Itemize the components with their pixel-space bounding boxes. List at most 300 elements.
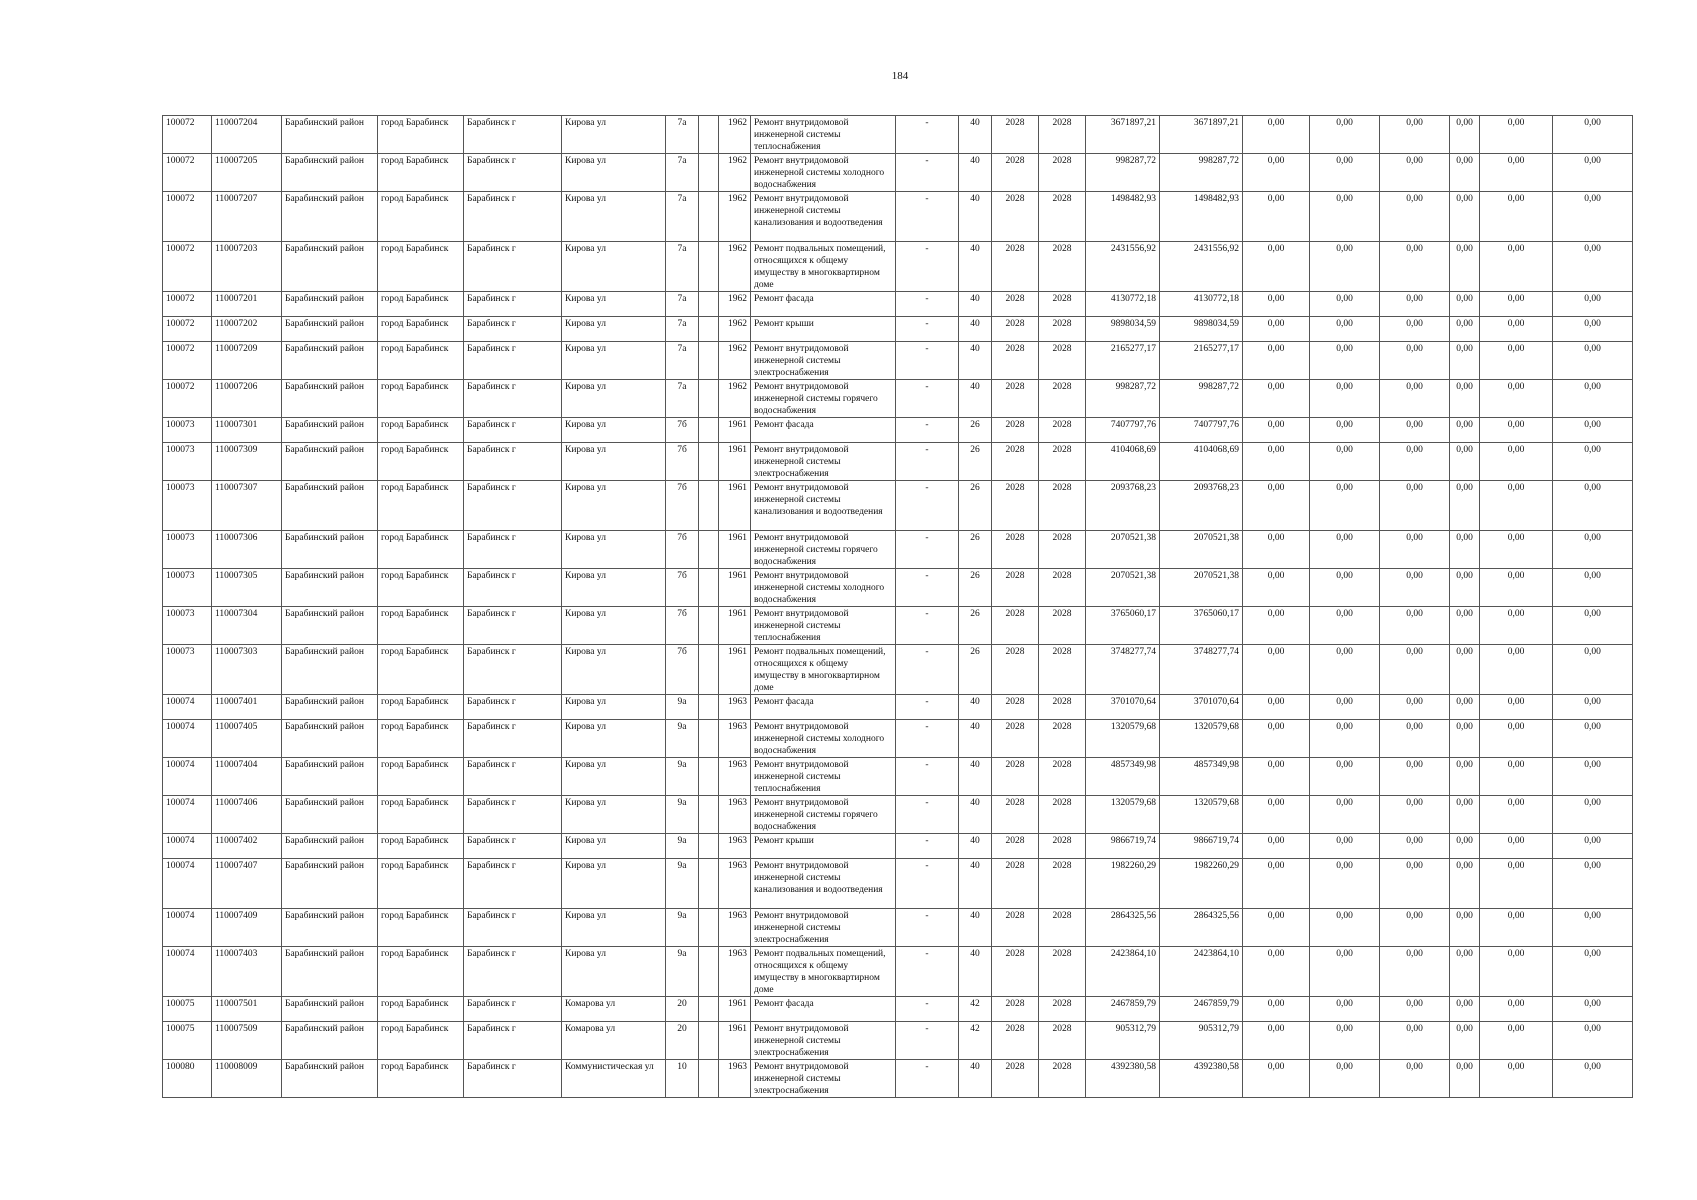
street-cell: Кирова ул [562,317,666,342]
street-cell: Кирова ул [562,481,666,531]
street-cell: Кирова ул [562,443,666,481]
cost-col-17-cell: 0,00 [1243,1060,1310,1098]
plan-year-start-cell: 2028 [992,859,1039,909]
plan-year-end-cell: 2028 [1039,380,1086,418]
district-cell: Барабинский район [282,1022,378,1060]
cost-fund-cell: 3701070,64 [1160,695,1243,720]
cost-col-19-cell: 0,00 [1380,947,1450,997]
cost-col-19-cell: 0,00 [1380,154,1450,192]
house-number-cell: 7б [666,569,699,607]
house-number-cell: 7а [666,342,699,380]
cost-col-21-cell: 0,00 [1480,154,1553,192]
cost-col-18-cell: 0,00 [1310,481,1380,531]
cost-col-18-cell: 0,00 [1310,418,1380,443]
cost-col-21-cell: 0,00 [1480,947,1553,997]
cost-fund-cell: 4130772,18 [1160,292,1243,317]
district-cell: Барабинский район [282,758,378,796]
cost-col-18-cell: 0,00 [1310,859,1380,909]
house-number-cell: 7а [666,154,699,192]
locality-cell: Барабинск г [464,1060,562,1098]
wear-percent-cell: 40 [959,317,992,342]
cost-col-17-cell: 0,00 [1243,481,1310,531]
plan-year-start-cell: 2028 [992,569,1039,607]
cost-col-19-cell: 0,00 [1380,859,1450,909]
year-built-cell: 1963 [719,947,751,997]
cost-col-17-cell: 0,00 [1243,859,1310,909]
house-id-cell: 100074 [163,859,212,909]
work-id-cell: 110007209 [212,342,282,380]
year-built-cell: 1962 [719,154,751,192]
letter-cell [699,342,719,380]
cost-total-cell: 2423864,10 [1086,947,1160,997]
locality-cell: Барабинск г [464,909,562,947]
house-id-cell: 100073 [163,481,212,531]
plan-year-end-cell: 2028 [1039,116,1086,154]
cost-col-22-cell: 0,00 [1553,859,1633,909]
table-row [163,859,1633,909]
cost-col-22-cell: 0,00 [1553,834,1633,859]
settlement-cell: город Барабинск [378,796,464,834]
letter-cell [699,997,719,1022]
wear-percent-cell: 40 [959,720,992,758]
locality-cell: Барабинск г [464,380,562,418]
house-number-cell: 9а [666,859,699,909]
locality-cell: Барабинск г [464,834,562,859]
dash-cell: - [896,317,959,342]
cost-col-20-cell: 0,00 [1450,418,1480,443]
table-row [163,116,1633,154]
street-cell: Кирова ул [562,645,666,695]
street-cell: Кирова ул [562,531,666,569]
year-built-cell: 1963 [719,859,751,909]
plan-year-start-cell: 2028 [992,116,1039,154]
plan-year-start-cell: 2028 [992,154,1039,192]
cost-total-cell: 4392380,58 [1086,1060,1160,1098]
cost-col-18-cell: 0,00 [1310,947,1380,997]
cost-fund-cell: 2093768,23 [1160,481,1243,531]
locality-cell: Барабинск г [464,443,562,481]
year-built-cell: 1961 [719,531,751,569]
locality-cell: Барабинск г [464,947,562,997]
cost-fund-cell: 3748277,74 [1160,645,1243,695]
work-id-cell: 110007509 [212,1022,282,1060]
locality-cell: Барабинск г [464,154,562,192]
table-row [163,242,1633,292]
page-number: 184 [891,70,909,82]
cost-col-17-cell: 0,00 [1243,242,1310,292]
cost-total-cell: 3765060,17 [1086,607,1160,645]
dash-cell: - [896,481,959,531]
house-id-cell: 100074 [163,909,212,947]
cost-col-18-cell: 0,00 [1310,796,1380,834]
work-type-cell: Ремонт внутридомовой инженерной системы канализования и водоотведения [751,481,896,531]
cost-col-22-cell: 0,00 [1553,481,1633,531]
dash-cell: - [896,292,959,317]
cost-col-18-cell: 0,00 [1310,380,1380,418]
cost-col-21-cell: 0,00 [1480,418,1553,443]
locality-cell: Барабинск г [464,317,562,342]
cost-fund-cell: 1982260,29 [1160,859,1243,909]
street-cell: Кирова ул [562,796,666,834]
house-number-cell: 9а [666,695,699,720]
cost-col-17-cell: 0,00 [1243,154,1310,192]
cost-col-21-cell: 0,00 [1480,859,1553,909]
cost-fund-cell: 4392380,58 [1160,1060,1243,1098]
cost-col-20-cell: 0,00 [1450,1022,1480,1060]
letter-cell [699,607,719,645]
cost-col-18-cell: 0,00 [1310,154,1380,192]
wear-percent-cell: 40 [959,192,992,242]
cost-col-18-cell: 0,00 [1310,242,1380,292]
dash-cell: - [896,1022,959,1060]
work-id-cell: 110007205 [212,154,282,192]
cost-col-19-cell: 0,00 [1380,317,1450,342]
cost-col-19-cell: 0,00 [1380,380,1450,418]
house-number-cell: 9а [666,947,699,997]
cost-total-cell: 998287,72 [1086,154,1160,192]
table-row [163,834,1633,859]
settlement-cell: город Барабинск [378,720,464,758]
plan-year-start-cell: 2028 [992,758,1039,796]
locality-cell: Барабинск г [464,481,562,531]
cost-col-19-cell: 0,00 [1380,531,1450,569]
cost-col-19-cell: 0,00 [1380,834,1450,859]
dash-cell: - [896,758,959,796]
district-cell: Барабинский район [282,317,378,342]
work-id-cell: 110007305 [212,569,282,607]
cost-total-cell: 1498482,93 [1086,192,1160,242]
work-id-cell: 110007306 [212,531,282,569]
letter-cell [699,116,719,154]
house-id-cell: 100074 [163,947,212,997]
street-cell: Кирова ул [562,947,666,997]
dash-cell: - [896,192,959,242]
cost-col-17-cell: 0,00 [1243,116,1310,154]
wear-percent-cell: 26 [959,645,992,695]
wear-percent-cell: 42 [959,997,992,1022]
street-cell: Кирова ул [562,834,666,859]
work-type-cell: Ремонт внутридомовой инженерной системы горячего водоснабжения [751,380,896,418]
cost-fund-cell: 998287,72 [1160,380,1243,418]
cost-col-22-cell: 0,00 [1553,947,1633,997]
wear-percent-cell: 40 [959,834,992,859]
cost-fund-cell: 9866719,74 [1160,834,1243,859]
letter-cell [699,443,719,481]
plan-year-end-cell: 2028 [1039,1060,1086,1098]
cost-col-22-cell: 0,00 [1553,531,1633,569]
work-type-cell: Ремонт внутридомовой инженерной системы горячего водоснабжения [751,796,896,834]
settlement-cell: город Барабинск [378,481,464,531]
year-built-cell: 1963 [719,720,751,758]
cost-col-21-cell: 0,00 [1480,997,1553,1022]
cost-total-cell: 905312,79 [1086,1022,1160,1060]
cost-col-22-cell: 0,00 [1553,997,1633,1022]
cost-col-21-cell: 0,00 [1480,1022,1553,1060]
house-id-cell: 100072 [163,380,212,418]
wear-percent-cell: 26 [959,443,992,481]
plan-year-end-cell: 2028 [1039,569,1086,607]
cost-col-17-cell: 0,00 [1243,947,1310,997]
plan-year-end-cell: 2028 [1039,531,1086,569]
house-id-cell: 100075 [163,1022,212,1060]
settlement-cell: город Барабинск [378,242,464,292]
work-type-cell: Ремонт подвальных помещений, относящихся к общему имуществу в многоквартирном доме [751,947,896,997]
cost-col-19-cell: 0,00 [1380,569,1450,607]
cost-col-21-cell: 0,00 [1480,834,1553,859]
cost-col-22-cell: 0,00 [1553,443,1633,481]
cost-col-22-cell: 0,00 [1553,192,1633,242]
settlement-cell: город Барабинск [378,342,464,380]
plan-year-start-cell: 2028 [992,317,1039,342]
work-type-cell: Ремонт внутридомовой инженерной системы холодного водоснабжения [751,154,896,192]
year-built-cell: 1962 [719,380,751,418]
table-row [163,569,1633,607]
wear-percent-cell: 26 [959,418,992,443]
work-type-cell: Ремонт подвальных помещений, относящихся к общему имуществу в многоквартирном доме [751,242,896,292]
cost-col-19-cell: 0,00 [1380,443,1450,481]
year-built-cell: 1962 [719,342,751,380]
cost-col-19-cell: 0,00 [1380,116,1450,154]
dash-cell: - [896,1060,959,1098]
house-id-cell: 100073 [163,607,212,645]
house-number-cell: 9а [666,720,699,758]
cost-col-22-cell: 0,00 [1553,796,1633,834]
settlement-cell: город Барабинск [378,859,464,909]
letter-cell [699,292,719,317]
district-cell: Барабинский район [282,997,378,1022]
cost-col-18-cell: 0,00 [1310,531,1380,569]
plan-year-end-cell: 2028 [1039,796,1086,834]
year-built-cell: 1961 [719,481,751,531]
cost-fund-cell: 2864325,56 [1160,909,1243,947]
plan-year-end-cell: 2028 [1039,342,1086,380]
wear-percent-cell: 40 [959,154,992,192]
cost-col-20-cell: 0,00 [1450,342,1480,380]
district-cell: Барабинский район [282,443,378,481]
house-id-cell: 100072 [163,154,212,192]
cost-col-22-cell: 0,00 [1553,695,1633,720]
work-type-cell: Ремонт внутридомовой инженерной системы теплоснабжения [751,607,896,645]
house-id-cell: 100073 [163,443,212,481]
table-row [163,758,1633,796]
cost-col-21-cell: 0,00 [1480,909,1553,947]
cost-col-18-cell: 0,00 [1310,342,1380,380]
cost-col-20-cell: 0,00 [1450,242,1480,292]
work-id-cell: 110007203 [212,242,282,292]
district-cell: Барабинский район [282,418,378,443]
cost-col-22-cell: 0,00 [1553,292,1633,317]
cost-col-22-cell: 0,00 [1553,317,1633,342]
locality-cell: Барабинск г [464,242,562,292]
house-number-cell: 7б [666,418,699,443]
settlement-cell: город Барабинск [378,418,464,443]
house-id-cell: 100080 [163,1060,212,1098]
cost-col-20-cell: 0,00 [1450,481,1480,531]
cost-col-19-cell: 0,00 [1380,645,1450,695]
wear-percent-cell: 40 [959,859,992,909]
cost-col-17-cell: 0,00 [1243,758,1310,796]
cost-col-22-cell: 0,00 [1553,569,1633,607]
work-type-cell: Ремонт внутридомовой инженерной системы холодного водоснабжения [751,569,896,607]
locality-cell: Барабинск г [464,720,562,758]
dash-cell: - [896,695,959,720]
dash-cell: - [896,242,959,292]
locality-cell: Барабинск г [464,758,562,796]
letter-cell [699,859,719,909]
cost-col-21-cell: 0,00 [1480,1060,1553,1098]
cost-col-18-cell: 0,00 [1310,116,1380,154]
dash-cell: - [896,443,959,481]
plan-year-end-cell: 2028 [1039,859,1086,909]
settlement-cell: город Барабинск [378,834,464,859]
year-built-cell: 1962 [719,292,751,317]
work-type-cell: Ремонт внутридомовой инженерной системы холодного водоснабжения [751,720,896,758]
house-number-cell: 7б [666,481,699,531]
settlement-cell: город Барабинск [378,116,464,154]
cost-col-21-cell: 0,00 [1480,758,1553,796]
house-number-cell: 9а [666,909,699,947]
plan-year-start-cell: 2028 [992,796,1039,834]
locality-cell: Барабинск г [464,531,562,569]
cost-col-21-cell: 0,00 [1480,720,1553,758]
work-id-cell: 110007403 [212,947,282,997]
plan-year-end-cell: 2028 [1039,645,1086,695]
street-cell: Кирова ул [562,342,666,380]
table-row [163,380,1633,418]
cost-fund-cell: 3671897,21 [1160,116,1243,154]
work-id-cell: 110007301 [212,418,282,443]
cost-col-21-cell: 0,00 [1480,380,1553,418]
house-number-cell: 9а [666,796,699,834]
plan-year-end-cell: 2028 [1039,242,1086,292]
cost-col-19-cell: 0,00 [1380,695,1450,720]
plan-year-start-cell: 2028 [992,997,1039,1022]
district-cell: Барабинский район [282,909,378,947]
table-row [163,1022,1633,1060]
work-type-cell: Ремонт фасада [751,292,896,317]
cost-total-cell: 4857349,98 [1086,758,1160,796]
work-id-cell: 110007407 [212,859,282,909]
wear-percent-cell: 40 [959,796,992,834]
table-row [163,997,1633,1022]
cost-col-22-cell: 0,00 [1553,607,1633,645]
street-cell: Кирова ул [562,859,666,909]
letter-cell [699,758,719,796]
district-cell: Барабинский район [282,645,378,695]
cost-col-19-cell: 0,00 [1380,997,1450,1022]
cost-col-17-cell: 0,00 [1243,443,1310,481]
settlement-cell: город Барабинск [378,292,464,317]
district-cell: Барабинский район [282,342,378,380]
cost-fund-cell: 998287,72 [1160,154,1243,192]
table-row [163,695,1633,720]
house-id-cell: 100073 [163,569,212,607]
year-built-cell: 1963 [719,796,751,834]
cost-col-20-cell: 0,00 [1450,531,1480,569]
house-id-cell: 100073 [163,531,212,569]
letter-cell [699,242,719,292]
cost-col-20-cell: 0,00 [1450,859,1480,909]
cost-col-20-cell: 0,00 [1450,695,1480,720]
cost-col-17-cell: 0,00 [1243,607,1310,645]
street-cell: Кирова ул [562,116,666,154]
work-id-cell: 110007201 [212,292,282,317]
plan-year-start-cell: 2028 [992,481,1039,531]
work-type-cell: Ремонт фасада [751,418,896,443]
cost-col-21-cell: 0,00 [1480,317,1553,342]
letter-cell [699,481,719,531]
cost-col-20-cell: 0,00 [1450,997,1480,1022]
work-type-cell: Ремонт крыши [751,317,896,342]
work-id-cell: 110008009 [212,1060,282,1098]
cost-col-22-cell: 0,00 [1553,380,1633,418]
capital-repair-table [162,115,1633,1098]
district-cell: Барабинский район [282,834,378,859]
house-id-cell: 100074 [163,834,212,859]
cost-col-21-cell: 0,00 [1480,796,1553,834]
work-id-cell: 110007409 [212,909,282,947]
settlement-cell: город Барабинск [378,154,464,192]
year-built-cell: 1961 [719,569,751,607]
table-row [163,720,1633,758]
dash-cell: - [896,154,959,192]
locality-cell: Барабинск г [464,418,562,443]
letter-cell [699,317,719,342]
work-id-cell: 110007206 [212,380,282,418]
street-cell: Кирова ул [562,720,666,758]
settlement-cell: город Барабинск [378,317,464,342]
locality-cell: Барабинск г [464,859,562,909]
district-cell: Барабинский район [282,695,378,720]
cost-total-cell: 998287,72 [1086,380,1160,418]
cost-col-22-cell: 0,00 [1553,154,1633,192]
district-cell: Барабинский район [282,720,378,758]
cost-col-19-cell: 0,00 [1380,481,1450,531]
locality-cell: Барабинск г [464,116,562,154]
street-cell: Кирова ул [562,909,666,947]
cost-col-21-cell: 0,00 [1480,481,1553,531]
plan-year-start-cell: 2028 [992,192,1039,242]
letter-cell [699,645,719,695]
table-row [163,645,1633,695]
cost-col-17-cell: 0,00 [1243,380,1310,418]
work-id-cell: 110007406 [212,796,282,834]
year-built-cell: 1963 [719,834,751,859]
plan-year-start-cell: 2028 [992,531,1039,569]
plan-year-end-cell: 2028 [1039,292,1086,317]
settlement-cell: город Барабинск [378,645,464,695]
locality-cell: Барабинск г [464,645,562,695]
work-id-cell: 110007309 [212,443,282,481]
dash-cell: - [896,720,959,758]
district-cell: Барабинский район [282,380,378,418]
plan-year-end-cell: 2028 [1039,695,1086,720]
cost-col-21-cell: 0,00 [1480,531,1553,569]
plan-year-start-cell: 2028 [992,242,1039,292]
locality-cell: Барабинск г [464,796,562,834]
year-built-cell: 1963 [719,909,751,947]
wear-percent-cell: 26 [959,481,992,531]
house-number-cell: 7б [666,607,699,645]
street-cell: Кирова ул [562,695,666,720]
wear-percent-cell: 26 [959,569,992,607]
settlement-cell: город Барабинск [378,443,464,481]
district-cell: Барабинский район [282,1060,378,1098]
cost-fund-cell: 3765060,17 [1160,607,1243,645]
plan-year-start-cell: 2028 [992,292,1039,317]
district-cell: Барабинский район [282,531,378,569]
cost-fund-cell: 1498482,93 [1160,192,1243,242]
